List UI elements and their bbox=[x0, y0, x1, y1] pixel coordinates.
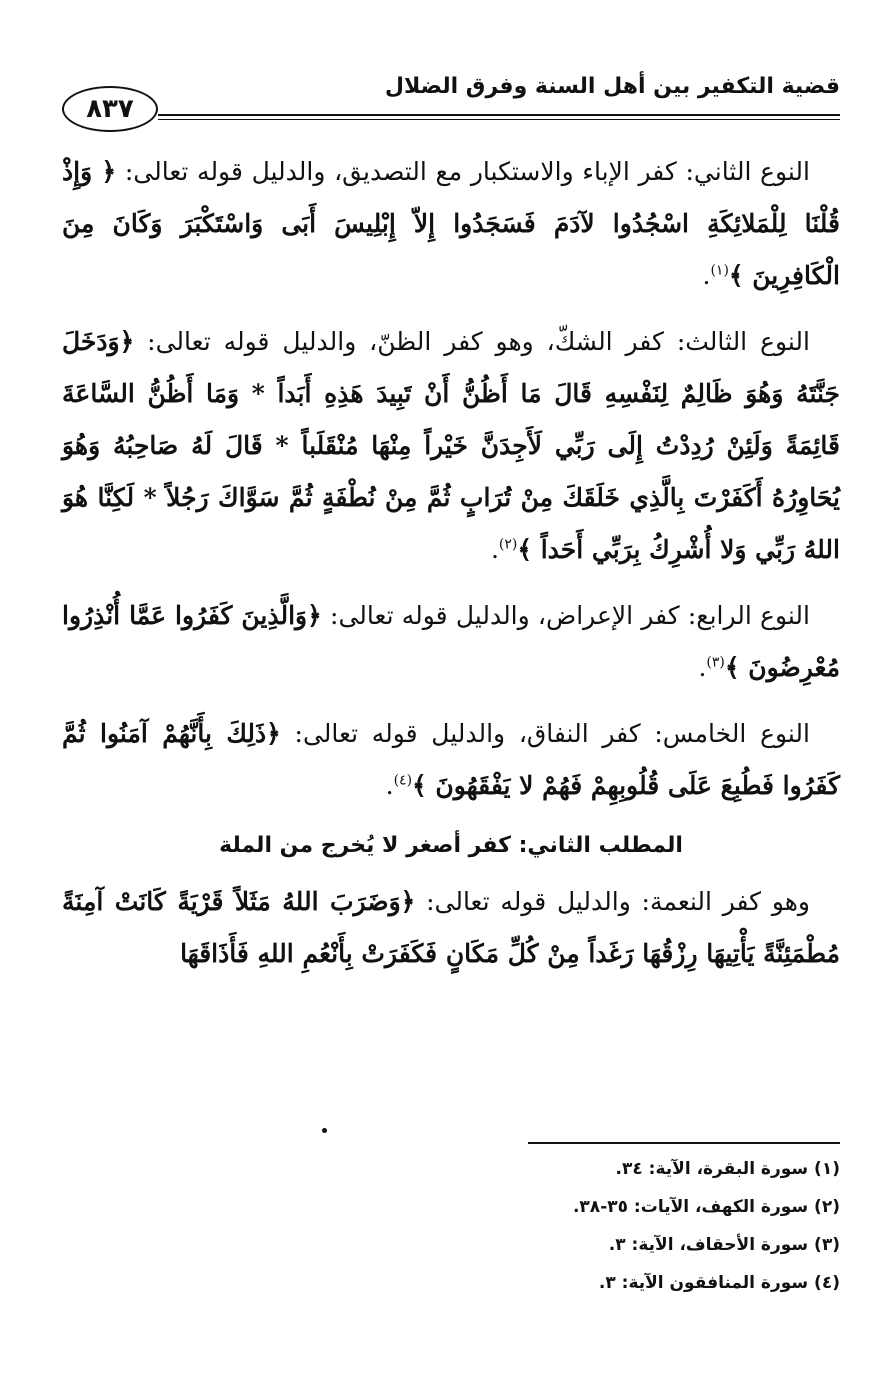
paragraph-type-4 bbox=[62, 590, 840, 694]
quran-verse: ﴿ذَلِكَ بِأَنَّهُمْ آمَنُوا ثُمَّ كَفَرُوا فَطُبِعَ عَلَى قُلُوبِهِمْ فَهُمْ لا يَفْقَهُونَ ﴾ bbox=[62, 719, 840, 800]
paragraph-minor-kufr bbox=[62, 876, 840, 980]
paragraph-label: النوع الثاني: كفر الإباء والاستكبار مع التصديق، والدليل قوله تعالى: bbox=[124, 157, 810, 186]
quran-verse: ﴿ وَإِذْ قُلْنَا لِلْمَلائِكَةِ اسْجُدُوا لآدَمَ فَسَجَدُوا إِلاّ إِبْلِيسَ أَبَى وَاسْتَكْبَرَ وَكَانَ مِنَ الْكَافِرِينَ ﴾ bbox=[62, 157, 840, 290]
paragraph-label: وهو كفر النعمة: والدليل قوله تعالى: bbox=[426, 887, 811, 916]
footnote-item: (٤) سورة المنافقون الآية: ٣. bbox=[598, 1273, 840, 1293]
paragraph-type-3 bbox=[62, 316, 840, 576]
running-title: قضية التكفير بين أهل السنة وفرق الضلال bbox=[384, 74, 840, 99]
footnotes bbox=[340, 1150, 840, 1302]
footnote-ref: (٣) bbox=[706, 654, 725, 671]
footnote-separator bbox=[528, 1142, 840, 1144]
footnote-ref: (٤) bbox=[393, 772, 413, 789]
paragraph-label: النوع الخامس: كفر النفاق، والدليل قوله تعالى: bbox=[294, 719, 810, 748]
paragraph-label: النوع الثالث: كفر الشكّ، وهو كفر الظنّ، والدليل قوله تعالى: bbox=[147, 327, 810, 356]
footnote-item: (١) سورة البقرة، الآية: ٣٤. bbox=[615, 1159, 840, 1179]
section-subheading: المطلب الثاني: كفر أصغر لا يُخرج من الملة bbox=[219, 833, 683, 858]
page-header bbox=[62, 70, 840, 136]
quran-verse: ﴿وَضَرَبَ اللهُ مَثَلاً قَرْيَةً كَانَتْ آمِنَةً مُطْمَئِنَّةً يَأْتِيهَا رِزْقُهَا رَغَداً مِنْ كُلِّ مَكَانٍ فَكَفَرَتْ بِأَنْعُمِ اللهِ فَأَذَاقَهَا bbox=[62, 887, 840, 968]
footnote-item: (٢) سورة الكهف، الآيات: ٣٥-٣٨. bbox=[572, 1197, 840, 1217]
paragraph-type-2 bbox=[62, 146, 840, 302]
page-number: ٨٣٧ bbox=[62, 86, 158, 132]
period: . bbox=[702, 261, 711, 290]
footnote-item: (٣) سورة الأحقاف، الآية: ٣. bbox=[608, 1235, 840, 1255]
quran-verse: ﴿وَالَّذِينَ كَفَرُوا عَمَّا أُنْذِرُوا مُعْرِضُونَ ﴾ bbox=[62, 601, 840, 682]
main-text bbox=[62, 146, 840, 994]
paragraph-label: النوع الرابع: كفر الإعراض، والدليل قوله تعالى: bbox=[330, 601, 810, 630]
paragraph-type-5 bbox=[62, 708, 840, 812]
stray-dot bbox=[322, 1128, 327, 1133]
quran-verse: ﴿وَدَخَلَ جَنَّتَهُ وَهُوَ ظَالِمٌ لِنَفْسِهِ قَالَ مَا أَظُنُّ أَنْ تَبِيدَ هَذِهِ أَبَداً * وَمَا أَظُنُّ السَّاعَةَ قَائِمَةً وَلَئِنْ رُدِدْتُ إِلَى رَبِّي لَأَجِدَنَّ خَيْراً مِنْهَا مُنْقَلَباً * قَالَ لَهُ صَاحِبُهُ وَهُوَ يُحَاوِرُهُ أَكَفَرْتَ بِالَّذِي خَلَقَكَ مِنْ تُرَابٍ ثُمَّ مِنْ نُطْفَةٍ ثُمَّ سَوَّاكَ رَجُلاً * لَكِنَّا هُوَ اللهُ رَبِّي وَلا أُشْرِكُ بِرَبِّي أَحَداً ﴾ bbox=[62, 327, 840, 564]
footnote-ref: (٢) bbox=[498, 536, 518, 553]
period: . bbox=[698, 653, 707, 682]
period: . bbox=[490, 535, 499, 564]
footnote-ref: (١) bbox=[710, 262, 729, 279]
period: . bbox=[385, 771, 394, 800]
header-rule bbox=[158, 114, 840, 120]
